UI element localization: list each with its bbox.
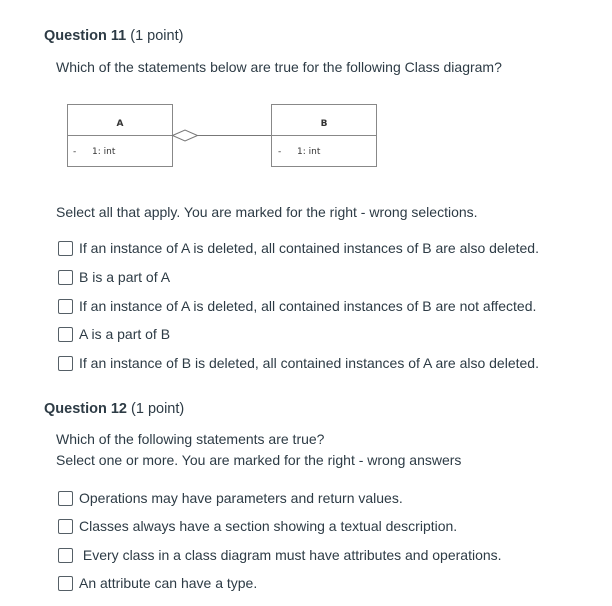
question-11-title [44, 28, 183, 44]
checkbox[interactable] [58, 491, 73, 506]
question-points: (1 point) [130, 28, 184, 44]
q11-option-1[interactable] [58, 238, 539, 258]
class-a-box [68, 105, 173, 167]
class-b-name: B [320, 119, 328, 129]
question-11-instructions: Select all that apply. You are marked for the right - wrong selections. [56, 204, 478, 220]
q12-option-1[interactable] [58, 488, 403, 508]
aggregation-association [173, 130, 272, 141]
class-a-attribute: 1: int [92, 147, 116, 157]
question-11-prompt: Which of the statements below are true for the following Class diagram? [56, 59, 502, 75]
checkbox[interactable] [58, 356, 73, 371]
question-12-title [44, 401, 184, 417]
q11-option-2[interactable] [58, 267, 170, 287]
option-label: A is a part of B [79, 326, 171, 342]
q12-option-2[interactable] [58, 516, 457, 536]
class-b-visibility: - [278, 147, 282, 157]
checkbox[interactable] [58, 241, 73, 256]
checkbox[interactable] [58, 548, 73, 563]
checkbox[interactable] [58, 299, 73, 314]
question-number: Question 12 [44, 401, 127, 417]
question-12-prompt-line-1: Which of the following statements are true? [56, 431, 325, 447]
question-number: Question 11 [44, 28, 127, 44]
q11-option-5[interactable] [58, 353, 539, 373]
class-a-visibility: - [73, 147, 77, 157]
class-diagram [64, 104, 384, 174]
q11-option-4[interactable] [58, 324, 170, 344]
checkbox[interactable] [58, 270, 73, 285]
class-b-attribute: 1: int [297, 147, 321, 157]
option-label: Every class in a class diagram must have attributes and operations. [79, 547, 502, 563]
checkbox[interactable] [58, 327, 73, 342]
q12-option-3[interactable] [58, 545, 502, 565]
class-b-box [272, 105, 377, 167]
option-label: Classes always have a section showing a textual description. [79, 518, 458, 534]
question-points: (1 point) [131, 401, 185, 417]
option-label: If an instance of B is deleted, all contained instances of A are also deleted. [79, 355, 539, 371]
option-label: An attribute can have a type. [79, 575, 258, 591]
checkbox[interactable] [58, 519, 73, 534]
option-label: B is a part of A [79, 269, 171, 285]
class-a-name: A [116, 119, 124, 129]
option-label: Operations may have parameters and return values. [79, 490, 403, 506]
checkbox[interactable] [58, 576, 73, 591]
q12-option-4[interactable] [58, 573, 257, 593]
q11-option-3[interactable] [58, 296, 536, 316]
option-label: If an instance of A is deleted, all contained instances of B are also deleted. [79, 240, 539, 256]
question-12-prompt-line-2: Select one or more. You are marked for the right - wrong answers [56, 452, 462, 468]
option-label: If an instance of A is deleted, all contained instances of B are not affected. [79, 298, 537, 314]
aggregation-diamond [173, 130, 198, 141]
